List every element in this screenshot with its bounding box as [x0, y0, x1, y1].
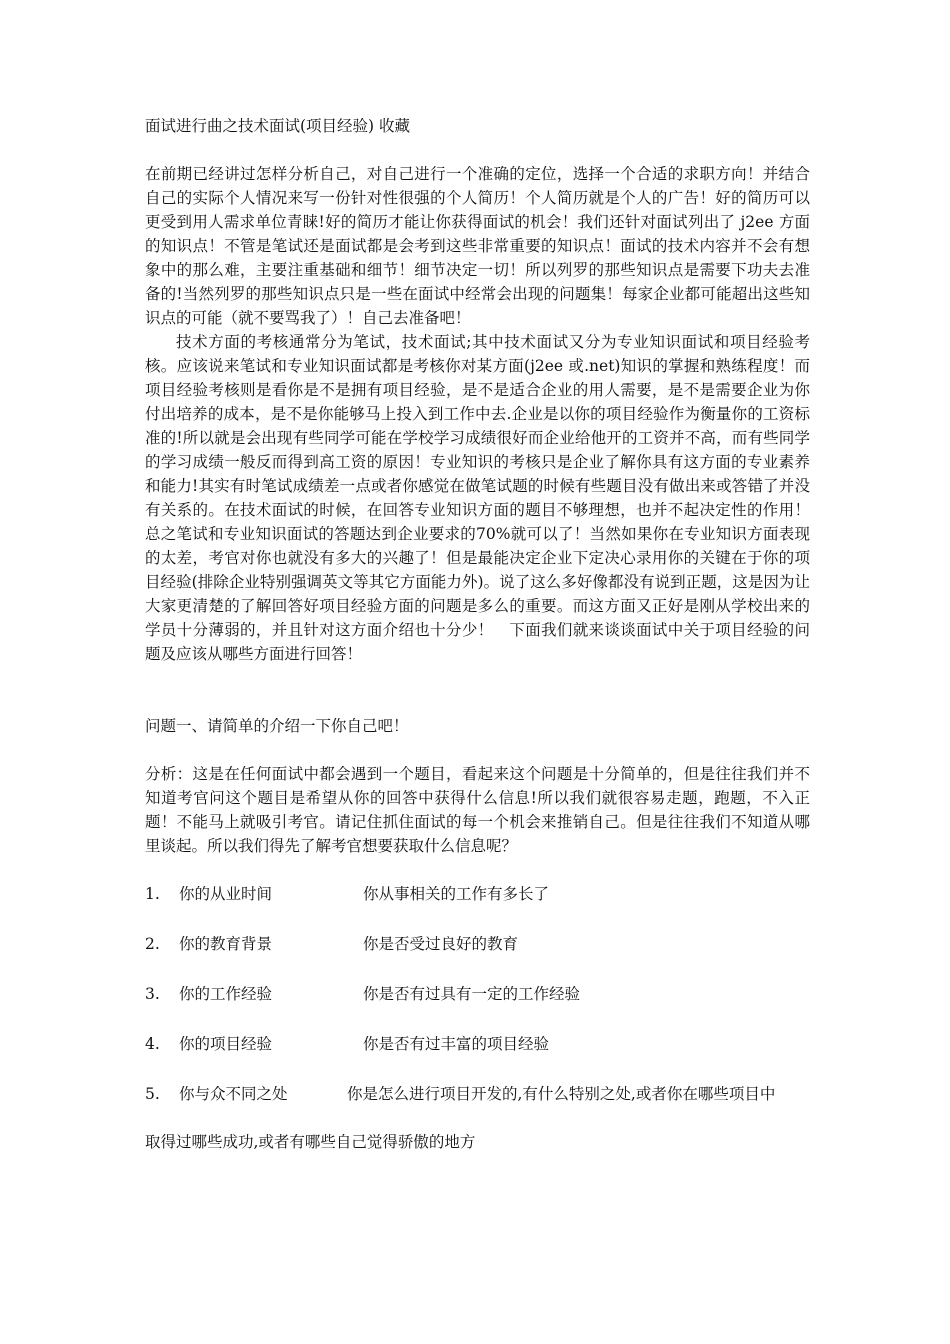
technical-paragraph: 技术方面的考核通常分为笔试，技术面试;其中技术面试又分为专业知识面试和项目经验考核。应该说来笔试和专业知识面试都是考核你对某方面(j2ee 或.net)知识的掌握和熟练程度！而项目经验考核则是看你是不是拥有项目经验，是不是适合企业的用人需要，是不是需要企业为你付出培养的成本，是不是你能够马上投入到工作中去.企业是以你的项目经验作为衡量你的工资标准的!所以就是会出现有些同学可能在学校学习成绩很好而企业给他开的工资并不高，而有些同学的学习成绩一般反而得到高工资的原因！专业知识的考核只是企业了解你具有这方面的专业素养和能力!其实有时笔试成绩差一点或者你感觉在做笔试题的时候有些题目没有做出来或答错了并没有关系的。在技术面试的时候，在回答专业知识方面的题目不够理想，也并不起决定性的作用！总之笔试和专业知识面试的答题达到企业要求的70%就可以了！当然如果你在专业知识方面表现的太差，考官对你也就没有多大的兴趣了！但是最能决定企业下定决心录用你的关键在于你的项目经验(排除企业特别强调英文等其它方面能力外)。说了这么多好像都没有说到正题，这是因为让大家更清楚的了解回答好项目经验方面的问题是多么的重要。而这方面又正好是刚从学校出来的学员十分薄弱的，并且针对这方面介绍也十分少！ 下面我们就来谈谈面试中关于项目经验的问题及应该从哪些方面进行回答！ — [145, 333, 810, 663]
list-number: 4. — [145, 1035, 160, 1053]
list-number: 2. — [145, 935, 160, 953]
list-topic: 你的教育背景 — [179, 935, 273, 953]
list-continuation: 取得过哪些成功,或者有哪些自己觉得骄傲的地方 — [145, 1133, 476, 1151]
list-description: 你是怎么进行项目开发的,有什么特别之处,或者你在哪些项目中 — [347, 1085, 776, 1103]
document-title: 面试进行曲之技术面试(项目经验) 收藏 — [145, 117, 411, 135]
list-item — [145, 1082, 810, 1132]
list-item — [145, 1032, 810, 1082]
list-description: 你从事相关的工作有多长了 — [363, 885, 550, 903]
list-number: 3. — [145, 985, 160, 1003]
list-description: 你是否有过具有一定的工作经验 — [363, 985, 581, 1003]
section-spacer — [145, 666, 810, 714]
info-list — [145, 882, 810, 1132]
list-description: 你是否有过丰富的项目经验 — [363, 1035, 550, 1053]
list-item — [145, 882, 810, 932]
question-heading: 问题一、请简单的介绍一下你自己吧！ — [145, 717, 409, 735]
list-topic: 你的从业时间 — [179, 885, 273, 903]
list-number: 1. — [145, 885, 160, 903]
list-topic: 你与众不同之处 — [179, 1085, 288, 1103]
list-item — [145, 982, 810, 1032]
list-topic: 你的项目经验 — [179, 1035, 273, 1053]
analysis-paragraph: 分析：这是在任何面试中都会遇到一个题目，看起来这个问题是十分简单的，但是往往我们并不知道考官问这个题目是希望从你的回答中获得什么信息!所以我们就很容易走题，跑题，不入正题！不能马上就吸引考官。请记住抓住面试的每一个机会来推销自己。但是往往我们不知道从哪里谈起。所以我们得先了解考官想要获取什么信息呢？ — [145, 765, 810, 855]
list-topic: 你的工作经验 — [179, 985, 273, 1003]
document-page — [145, 114, 810, 1154]
list-number: 5. — [145, 1085, 160, 1103]
intro-paragraph: 在前期已经讲过怎样分析自己，对自己进行一个准确的定位，选择一个合适的求职方向！并结合自己的实际个人情况来写一份针对性很强的个人简历！个人简历就是个人的广告！好的简历可以更受到用人需求单位青睐!好的简历才能让你获得面试的机会！我们还针对面试列出了 j2ee 方面的知识点！不管是笔试还是面试都是会考到这些非常重要的知识点！面试的技术内容并不会有想象中的那么难，主要注重基础和细节！细节决定一切！所以列罗的那些知识点是需要下功夫去准备的!当然列罗的那些知识点只是一些在面试中经常会出现的问题集！每家企业都可能超出这些知识点的可能（就不要骂我了）！自己去准备吧！ — [145, 165, 810, 327]
list-item — [145, 932, 810, 982]
list-description: 你是否受过良好的教育 — [363, 935, 519, 953]
